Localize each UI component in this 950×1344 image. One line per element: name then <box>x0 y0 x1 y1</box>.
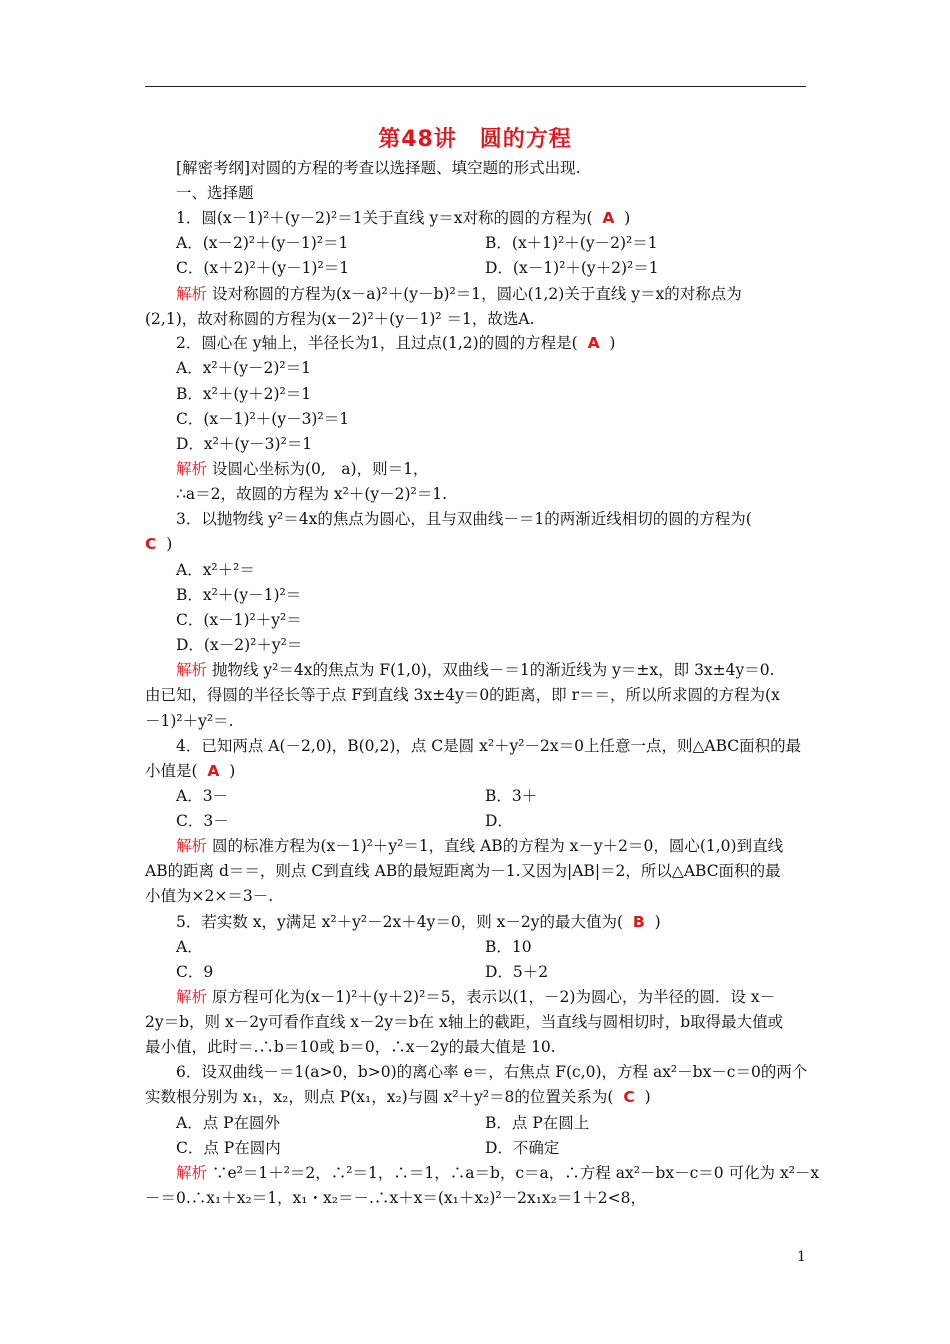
q3-solution-line2: 由已知，得圆的半径长等于点 F到直线 3x±4y＝0的距离，即 r＝＝，所以所求圆的方程为(x <box>145 686 780 704</box>
q5-solution-line3: 最小值，此时＝.∴b＝10或 b＝0，∴x－2y的最大值是 10. <box>145 1038 556 1056</box>
section-heading: 一、选择题 <box>176 184 254 202</box>
q5-stem-close: ) <box>654 913 661 931</box>
q5-answer: B <box>632 913 645 931</box>
q1-option-b: B．(x＋1)²＋(y－2)²＝1 <box>485 234 658 252</box>
q4-solution-line1: 圆的标准方程为(x－1)²＋y²＝1，直线 AB的方程为 x－y＋2＝0，圆心(1,0)到直线 <box>207 837 784 855</box>
q3-option-c: C．(x－1)²＋y²＝ <box>176 611 302 629</box>
q2-solution-line2: ∴a＝2，故圆的方程为 x²＋(y－2)²＝1. <box>176 485 448 503</box>
q3-solution-line3: －1)²＋y²＝. <box>145 712 234 730</box>
q4-solution-line3: 小值为×2×＝3－. <box>145 887 274 905</box>
q5-stem <box>176 912 661 932</box>
q1-option-a: A．(x－2)²＋(y－1)²＝1 <box>176 234 349 252</box>
q5-option-d: D．5＋2 <box>485 963 549 981</box>
q6-option-d: D．不确定 <box>485 1139 560 1157</box>
q4-stem-line1: 4．已知两点 A(－2,0)，B(0,2)，点 C是圆 x²＋y²－2x＝0上任意一点，则△ABC面积的最 <box>176 737 802 755</box>
q4-solution-label: 解析 <box>176 837 208 855</box>
q5-stem-text: 5．若实数 x，y满足 x²＋y²－2x＋4y＝0，则 x－2y的最大值为( <box>176 913 624 931</box>
q2-stem-text: 2．圆心在 y轴上，半径长为1，且过点(1,2)的圆的方程是( <box>176 334 578 352</box>
q3-option-b: B．x²＋(y－1)²＝ <box>176 586 302 604</box>
q3-solution <box>176 660 775 680</box>
q1-solution-line2: (2,1)，故对称圆的方程为(x－2)²＋(y－1)² ＝1，故选A. <box>145 310 535 328</box>
q4-solution-line2: AB的距离 d＝＝，则点 C到直线 AB的最短距离为－1.又因为|AB|＝2，所以△ABC面积的最 <box>145 862 781 880</box>
q6-option-b: B．点 P在圆上 <box>485 1114 590 1132</box>
q1-solution-line1: 设对称圆的方程为(x－a)²＋(y－b)²＝1，圆心(1,2)关于直线 y＝x的对称点为 <box>207 285 742 303</box>
q5-solution-line2: 2y＝b，则 x－2y可看作直线 x－2y＝b在 x轴上的截距，当直线与圆相切时，b取得最大值或 <box>145 1013 784 1031</box>
q2-answer: A <box>587 334 600 352</box>
q2-stem <box>176 333 615 353</box>
q2-option-c: C．(x－1)²＋(y－3)²＝1 <box>176 410 350 428</box>
q5-option-c: C．9 <box>176 963 214 981</box>
q2-solution-label: 解析 <box>176 460 208 478</box>
q6-option-c: C．点 P在圆内 <box>176 1139 281 1157</box>
q2-option-b: B．x²＋(y＋2)²＝1 <box>176 385 312 403</box>
q2-solution-line1: 设圆心坐标为(0, a)，则＝1， <box>207 460 429 478</box>
q1-solution-label: 解析 <box>176 285 208 303</box>
q6-solution-label: 解析 <box>176 1164 208 1182</box>
q4-stem-line2 <box>145 761 235 781</box>
q3-option-a: A．x²＋²＝ <box>176 561 255 579</box>
page-number: 1 <box>797 1249 806 1265</box>
q5-solution <box>176 987 775 1007</box>
q6-solution-line2: －＝0.∴x₁＋x₂＝1，x₁・x₂＝－.∴x＋x＝(x₁＋x₂)²－2x₁x₂＝1＋2<8， <box>145 1189 646 1207</box>
kaogang-line: [解密考纲]对圆的方程的考查以选择题、填空题的形式出现. <box>176 159 581 177</box>
q3-option-d: D．(x－2)²＋y²＝ <box>176 636 303 654</box>
q3-stem-line1: 3．以抛物线 y²＝4x的焦点为圆心，且与双曲线－＝1的两渐近线相切的圆的方程为( <box>176 510 752 528</box>
q5-solution-line1: 原方程可化为(x－1)²＋(y＋2)²＝5，表示以(1，－2)为圆心，为半径的圆．设 x－ <box>207 988 776 1006</box>
q2-stem-close: ) <box>609 334 616 352</box>
q3-solution-label: 解析 <box>176 661 208 679</box>
q6-stem-line2 <box>145 1087 651 1107</box>
q4-option-a: A．3－ <box>176 787 229 805</box>
q3-answer: C <box>145 535 157 553</box>
q4-option-d: D． <box>485 812 513 830</box>
q3-stem-line2 <box>145 534 172 554</box>
q4-option-c: C．3－ <box>176 812 229 830</box>
q6-solution <box>176 1163 819 1183</box>
q5-option-b: B．10 <box>485 938 532 956</box>
q2-solution <box>176 459 428 479</box>
q4-stem-text: 小值是( <box>145 762 198 780</box>
q6-stem-line1: 6．设双曲线－＝1(a>0，b>0)的离心率 e＝，右焦点 F(c,0)，方程 ax²－bx－c＝0的两个 <box>176 1063 808 1081</box>
q5-option-a: A． <box>176 938 203 956</box>
q2-option-d: D．x²＋(y－3)²＝1 <box>176 435 313 453</box>
q6-stem-text: 实数根分别为 x₁，x₂，则点 P(x₁，x₂)与圆 x²＋y²＝8的位置关系为( <box>145 1088 614 1106</box>
q2-option-a: A．x²＋(y－2)²＝1 <box>176 359 311 377</box>
q6-stem-close: ) <box>644 1088 651 1106</box>
q3-stem-close: ) <box>166 535 173 553</box>
q1-option-c: C．(x＋2)²＋(y－1)²＝1 <box>176 259 350 277</box>
q3-solution-line1: 抛物线 y²＝4x的焦点为 F(1,0)，双曲线－＝1的渐近线为 y＝±x，即 3x±4y＝0. <box>207 661 775 679</box>
q1-answer: A <box>602 209 615 227</box>
q5-solution-label: 解析 <box>176 988 208 1006</box>
q1-stem-close: ) <box>624 209 631 227</box>
header-rule <box>145 86 806 87</box>
q4-solution <box>176 836 783 856</box>
q4-option-b: B．3＋ <box>485 787 538 805</box>
q1-solution <box>176 284 742 304</box>
q4-stem-close: ) <box>229 762 236 780</box>
page-title: 第48讲 圆的方程 <box>378 127 572 152</box>
q1-option-d: D．(x－1)²＋(y＋2)²＝1 <box>485 259 659 277</box>
q6-option-a: A．点 P在圆外 <box>176 1114 281 1132</box>
q6-answer: C <box>623 1088 635 1106</box>
q1-stem-text: 1．圆(x－1)²＋(y－2)²＝1关于直线 y＝x对称的圆的方程为( <box>176 209 593 227</box>
q1-stem <box>176 208 630 228</box>
q6-solution-line1: ∵e²＝1＋²＝2，∴²＝1，∴＝1，∴a＝b，c＝a，∴方程 ax²－bx－c＝0 可化为 x²－x <box>207 1164 820 1182</box>
q4-answer: A <box>207 762 220 780</box>
